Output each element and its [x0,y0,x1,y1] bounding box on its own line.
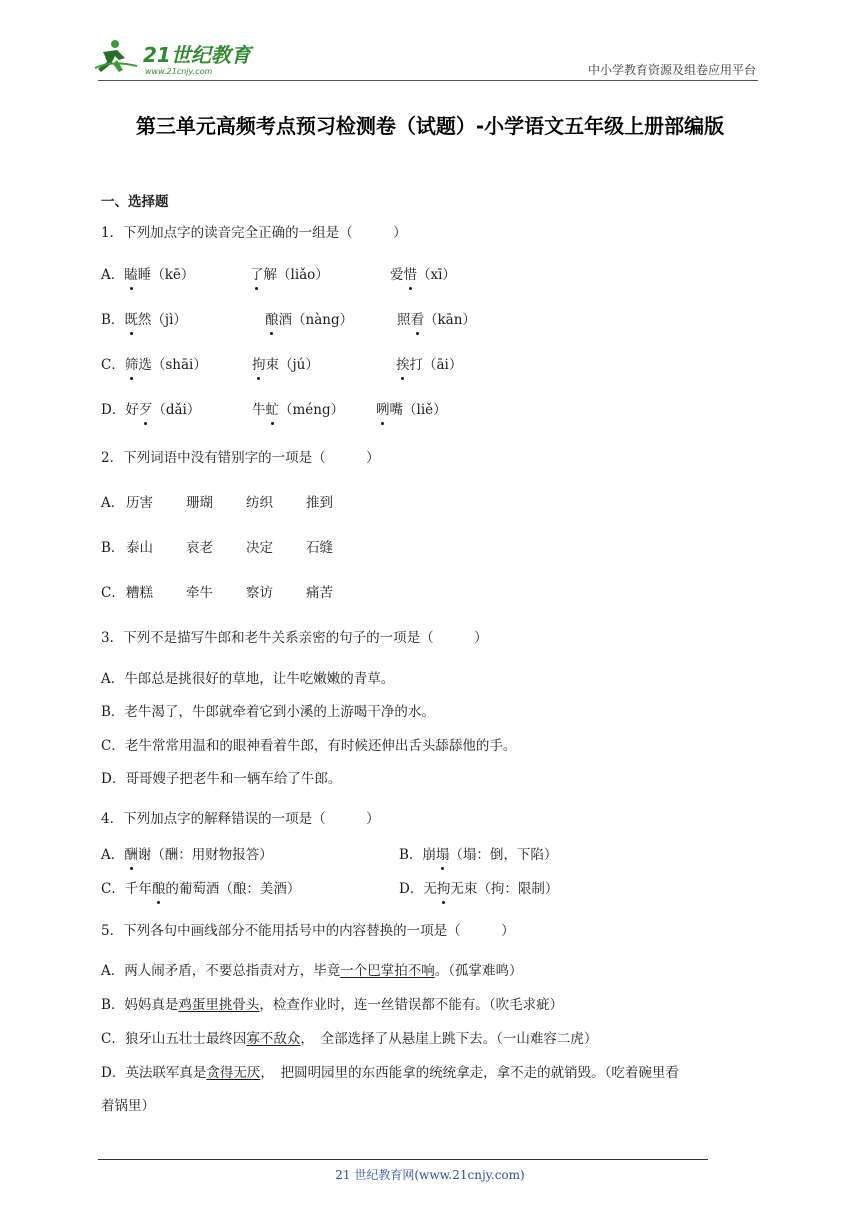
footer-divider [98,1159,708,1160]
q2-option-b-word: 决定 [246,540,273,556]
q1-option-c-2: 拘束（jú） [252,357,319,373]
q4-option-d: D．无拘无束（拘：限制） [399,881,559,897]
q2-option-a-word: 珊瑚 [186,495,213,511]
q5-option-d-continued: 着锅里） [101,1098,155,1114]
q1-option-b-1: B．既然（jì） [101,312,187,328]
q2-option-c-word: 察访 [246,585,273,601]
q1-option-d-1: D．好歹（dǎi） [101,402,201,418]
platform-label: 中小学教育资源及组卷应用平台 [587,63,756,77]
q2-stem: 2．下列词语中没有错别字的一项是（ ） [101,450,380,466]
q2-option-c-word: 牵牛 [186,585,213,601]
q4-option-b: B．崩塌（塌：倒，下陷） [399,847,558,863]
q1-option-a-2: 了解（liǎo） [250,267,329,283]
q4-option-c: C．千年酿的葡萄酒（酿：美酒） [101,881,301,897]
q1-option-a-3: 爱惜（xī） [390,267,456,283]
footer-source[interactable]: 21 世纪教育网(www.21cnjy.com) [335,1168,525,1182]
q5-stem: 5．下列各句中画线部分不能用括号中的内容替换的一项是（ ） [101,923,515,939]
q2-option-b-word: 哀老 [186,540,213,556]
q2-option-b-word: 石缝 [306,540,333,556]
logo-url-text: www.21cnjy.com [145,67,213,76]
q3-stem: 3．下列不是描写牛郎和老牛关系亲密的句子的一项是（ ） [101,630,488,646]
q1-option-b-2: 酿酒（nàng） [265,312,354,328]
q2-option-c-word: 糟糕 [126,585,153,601]
q5-option-d: D．英法联军真是贪得无厌， 把圆明园里的东西能拿的统统拿走，拿不走的就销毁。（吃着碗里看 [101,1065,679,1081]
q4-option-a: A．酬谢（酬：用财物报答） [101,847,273,863]
q5-option-b: B．妈妈真是鸡蛋里挑骨头，检查作业时，连一丝错误都不能有。（吹毛求疵） [101,997,564,1013]
q2-option-a-word: 推到 [306,495,333,511]
header-divider [98,80,758,81]
q1-option-c-3: 挨打（āi） [396,357,463,373]
q1-stem: 1．下列加点字的读音完全正确的一组是（ ） [101,225,407,241]
q3-option-a: A．牛郎总是挑很好的草地，让牛吃嫩嫩的青草。 [101,671,395,687]
logo [93,38,258,78]
q1-option-a-1: A．瞌睡（kē） [101,267,195,283]
q3-option-c: C．老牛常常用温和的眼神看着牛郎，有时候还伸出舌头舔舔他的手。 [101,738,517,754]
q2-option-a-word: 历害 [126,495,153,511]
q1-option-c-1: C．筛选（shāi） [101,357,207,373]
q1-option-d-2: 牛虻（méng） [252,402,345,418]
q5-option-c: C．狼牙山五壮士最终因寡不敌众， 全部选择了从悬崖上跳下去。（一山难容二虎） [101,1031,598,1047]
section-heading: 一、选择题 [101,194,169,210]
q2-option-a-label: A． [101,495,125,511]
q2-option-b-label: B． [101,540,125,556]
q4-stem: 4．下列加点字的解释错误的一项是（ ） [101,811,380,827]
q5-option-a: A．两人闹矛盾，不要总指责对方，毕竟一个巴掌拍不响。（孤掌难鸣） [101,963,523,979]
q2-option-c-word: 痛苦 [306,585,333,601]
q3-option-b: B．老牛渴了，牛郎就牵着它到小溪的上游喝干净的水。 [101,704,435,720]
q1-option-b-3: 照看（kān） [397,312,476,328]
q2-option-c-label: C． [101,585,125,601]
q1-option-d-3: 咧嘴（liě） [376,402,447,418]
runner-logo-icon [93,38,258,78]
logo-main-text: 21世纪教育 [143,43,251,67]
document-title: 第三单元高频考点预习检测卷（试题）-小学语文五年级上册部编版 [135,114,725,138]
q2-option-b-word: 泰山 [126,540,153,556]
q2-option-a-word: 纺织 [246,495,273,511]
q3-option-d: D．哥哥嫂子把老牛和一辆车给了牛郎。 [101,771,342,787]
